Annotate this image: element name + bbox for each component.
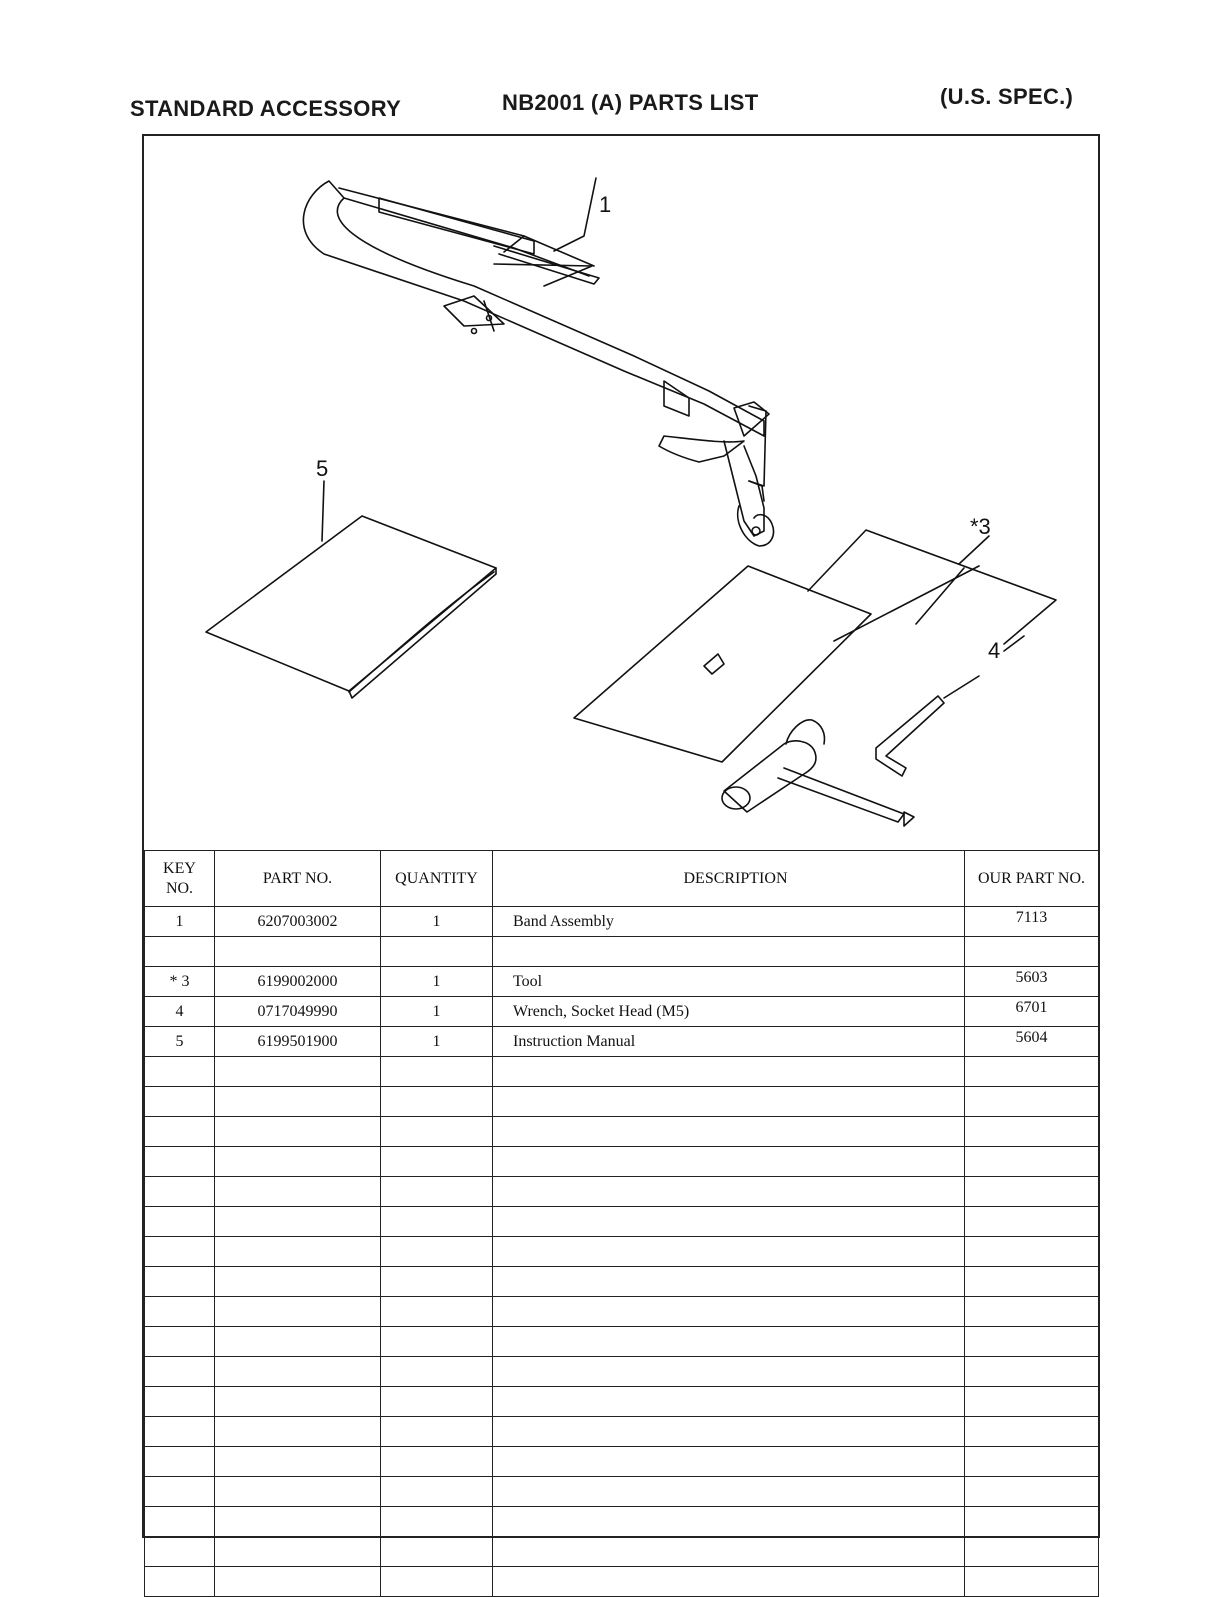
cell-quantity: [381, 1117, 493, 1147]
cell-quantity: 1: [381, 967, 493, 997]
table-row: [145, 1537, 1099, 1567]
cell-quantity: [381, 1147, 493, 1177]
header-spec-label: (U.S. SPEC.): [940, 84, 1074, 109]
table-row: [145, 1087, 1099, 1117]
cell-part-no: [215, 1327, 381, 1357]
col-header-part-no: PART NO.: [215, 851, 381, 907]
table-row: [145, 1117, 1099, 1147]
cell-description: [493, 1117, 965, 1147]
cell-part-no: [215, 1267, 381, 1297]
cell-our-part-no: [965, 1297, 1099, 1327]
cell-our-part-no: 5603: [965, 967, 1099, 997]
callout-wrench: 4: [988, 638, 1001, 663]
cell-quantity: [381, 1537, 493, 1567]
table-row: [145, 997, 1099, 1027]
cell-quantity: [381, 1177, 493, 1207]
cell-our-part-no: [965, 1477, 1099, 1507]
table-row: [145, 1237, 1099, 1267]
cell-key-no: [145, 1507, 215, 1537]
cell-key-no: [145, 1327, 215, 1357]
cell-our-part-no: [965, 1267, 1099, 1297]
cell-part-no: [215, 1507, 381, 1537]
cell-part-no: [215, 1537, 381, 1567]
cell-quantity: [381, 1057, 493, 1087]
cell-key-no: [145, 1177, 215, 1207]
cell-our-part-no: [965, 937, 1099, 967]
header-title-left: STANDARD ACCESSORY: [130, 96, 402, 121]
cell-our-part-no: [965, 1417, 1099, 1447]
cell-description: Band Assembly: [493, 907, 965, 937]
cell-quantity: [381, 1357, 493, 1387]
table-row: [145, 1447, 1099, 1477]
cell-quantity: [381, 1387, 493, 1417]
cell-our-part-no: [965, 1147, 1099, 1177]
cell-quantity: [381, 1327, 493, 1357]
cell-key-no: [145, 1297, 215, 1327]
cell-our-part-no: [965, 1057, 1099, 1087]
cell-part-no: 0717049990: [215, 997, 381, 1027]
instruction-manual-illustration: [206, 516, 496, 698]
cell-quantity: 1: [381, 997, 493, 1027]
cell-description: [493, 1357, 965, 1387]
table-row: [145, 1507, 1099, 1537]
cell-quantity: [381, 1237, 493, 1267]
cell-key-no: [145, 1057, 215, 1087]
cell-part-no: [215, 1147, 381, 1177]
col-header-description: DESCRIPTION: [493, 851, 965, 907]
callout-tool: *3: [970, 514, 991, 539]
table-row: [145, 1267, 1099, 1297]
cell-our-part-no: [965, 1327, 1099, 1357]
parts-table-header-row: [145, 851, 1099, 907]
cell-our-part-no: [965, 1237, 1099, 1267]
cell-key-no: [145, 937, 215, 967]
cell-our-part-no: [965, 1177, 1099, 1207]
cell-our-part-no: [965, 1087, 1099, 1117]
parts-list-table: [144, 850, 1099, 1597]
cell-description: [493, 1297, 965, 1327]
cell-part-no: 6199501900: [215, 1027, 381, 1057]
cell-our-part-no: [965, 1387, 1099, 1417]
cell-description: [493, 1537, 965, 1567]
cell-description: Tool: [493, 967, 965, 997]
cell-description: [493, 1207, 965, 1237]
band-assembly-illustration: [303, 181, 773, 546]
cell-quantity: [381, 1477, 493, 1507]
cell-quantity: [381, 1567, 493, 1597]
cell-key-no: 5: [145, 1027, 215, 1057]
cell-key-no: [145, 1117, 215, 1147]
table-row: [145, 1177, 1099, 1207]
cell-our-part-no: 7113: [965, 907, 1099, 937]
cell-key-no: 4: [145, 997, 215, 1027]
cell-part-no: 6199002000: [215, 967, 381, 997]
cell-our-part-no: 6701: [965, 997, 1099, 1027]
cell-key-no: [145, 1357, 215, 1387]
cell-key-no: 1: [145, 907, 215, 937]
cell-our-part-no: [965, 1447, 1099, 1477]
cell-key-no: [145, 1237, 215, 1267]
cell-key-no: [145, 1417, 215, 1447]
cell-description: [493, 1087, 965, 1117]
cell-description: [493, 1177, 965, 1207]
col-header-our-part-no: OUR PART NO.: [965, 851, 1099, 907]
cell-our-part-no: [965, 1357, 1099, 1387]
table-row: [145, 1057, 1099, 1087]
table-row: [145, 1357, 1099, 1387]
cell-key-no: [145, 1087, 215, 1117]
cell-part-no: [215, 1087, 381, 1117]
cell-description: [493, 1507, 965, 1537]
cell-quantity: [381, 1297, 493, 1327]
callout-manual: 5: [316, 456, 329, 481]
cell-key-no: [145, 1567, 215, 1597]
cell-description: [493, 1447, 965, 1477]
cell-description: [493, 1567, 965, 1597]
cell-quantity: [381, 1267, 493, 1297]
cell-description: [493, 1387, 965, 1417]
cell-key-no: [145, 1477, 215, 1507]
table-row: [145, 967, 1099, 997]
cell-quantity: [381, 1447, 493, 1477]
cell-description: Instruction Manual: [493, 1027, 965, 1057]
cell-key-no: [145, 1537, 215, 1567]
cell-quantity: 1: [381, 907, 493, 937]
cell-description: [493, 937, 965, 967]
cell-part-no: [215, 1357, 381, 1387]
table-row: [145, 1147, 1099, 1177]
table-row: [145, 1387, 1099, 1417]
parts-table-body: [145, 907, 1099, 1597]
cell-description: Wrench, Socket Head (M5): [493, 997, 965, 1027]
cell-quantity: 1: [381, 1027, 493, 1057]
tool-bag-illustration: [574, 530, 1056, 762]
table-row: [145, 1417, 1099, 1447]
cell-part-no: [215, 1297, 381, 1327]
cell-quantity: [381, 1087, 493, 1117]
cell-our-part-no: 5604: [965, 1027, 1099, 1057]
allen-wrench-illustration: [876, 696, 944, 776]
cell-part-no: [215, 1387, 381, 1417]
cell-part-no: 6207003002: [215, 907, 381, 937]
cell-our-part-no: [965, 1537, 1099, 1567]
cell-key-no: * 3: [145, 967, 215, 997]
exploded-parts-drawing: [144, 136, 1098, 850]
cell-key-no: [145, 1387, 215, 1417]
cell-part-no: [215, 1207, 381, 1237]
cell-description: [493, 1237, 965, 1267]
cell-key-no: [145, 1207, 215, 1237]
cell-part-no: [215, 1447, 381, 1477]
table-row: [145, 1567, 1099, 1597]
cell-quantity: [381, 937, 493, 967]
cell-quantity: [381, 1207, 493, 1237]
cell-our-part-no: [965, 1507, 1099, 1537]
callout-band: 1: [599, 192, 612, 217]
table-row: [145, 1327, 1099, 1357]
col-header-key-no: KEY NO.: [145, 851, 215, 907]
cell-description: [493, 1057, 965, 1087]
table-row: [145, 1207, 1099, 1237]
cell-part-no: [215, 1237, 381, 1267]
cell-part-no: [215, 937, 381, 967]
cell-description: [493, 1477, 965, 1507]
cell-key-no: [145, 1147, 215, 1177]
table-row: [145, 907, 1099, 937]
cell-part-no: [215, 1477, 381, 1507]
cell-our-part-no: [965, 1567, 1099, 1597]
cell-description: [493, 1147, 965, 1177]
socket-tool-illustration: [722, 720, 914, 826]
cell-part-no: [215, 1057, 381, 1087]
cell-description: [493, 1327, 965, 1357]
table-row: [145, 1027, 1099, 1057]
cell-key-no: [145, 1447, 215, 1477]
parts-sheet-frame: [142, 134, 1100, 1538]
header-title-center: NB2001 (A) PARTS LIST: [502, 90, 759, 115]
cell-quantity: [381, 1507, 493, 1537]
table-row: [145, 1297, 1099, 1327]
cell-our-part-no: [965, 1117, 1099, 1147]
col-header-quantity: QUANTITY: [381, 851, 493, 907]
table-row: [145, 937, 1099, 967]
cell-part-no: [215, 1417, 381, 1447]
cell-part-no: [215, 1177, 381, 1207]
cell-part-no: [215, 1567, 381, 1597]
cell-description: [493, 1417, 965, 1447]
cell-part-no: [215, 1117, 381, 1147]
cell-key-no: [145, 1267, 215, 1297]
cell-our-part-no: [965, 1207, 1099, 1237]
cell-description: [493, 1267, 965, 1297]
cell-quantity: [381, 1417, 493, 1447]
table-row: [145, 1477, 1099, 1507]
